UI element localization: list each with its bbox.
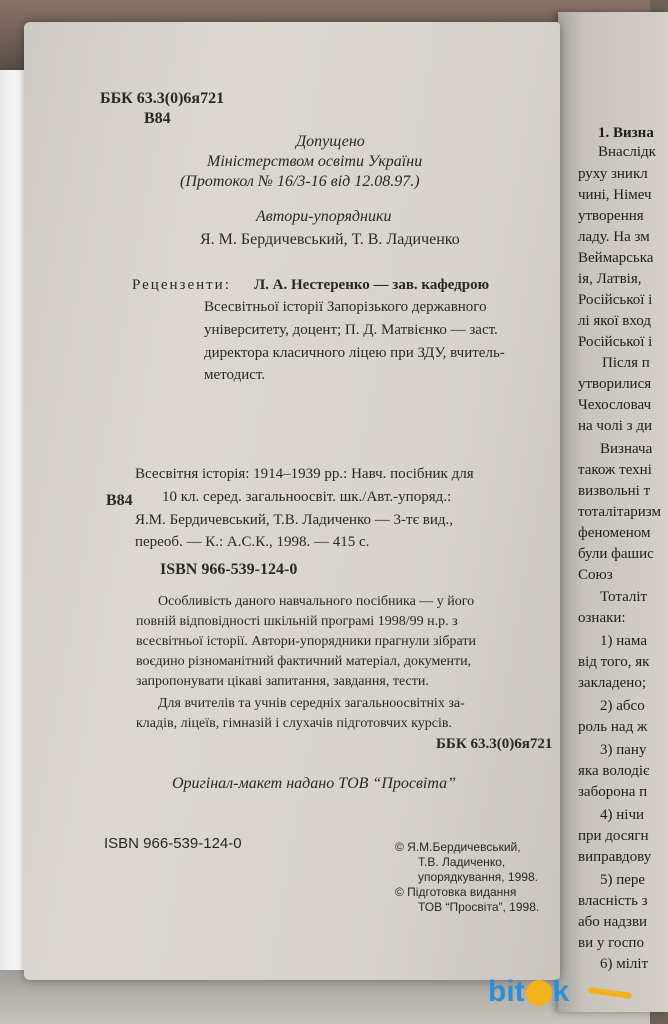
annotation-line-4: воєдино різноманітний фактичний матеріал, документи,	[136, 654, 472, 669]
right-page-line-19: тоталітаризм	[578, 504, 661, 520]
reviewers-line-4: директора класичного ліцею при ЗДУ, вчитель-	[204, 345, 505, 361]
annotation-line-1: Особливість даного навчального посібника — у його	[158, 594, 475, 609]
layout-note: Оригінал-макет надано ТОВ “Просвіта”	[172, 775, 457, 792]
right-page-line-13: утворилися	[578, 376, 652, 392]
right-page-line-28: 2) абсо	[600, 698, 645, 714]
right-page-line-2: Внаслідк	[598, 144, 656, 160]
right-page-line-8: ія, Латвія,	[578, 271, 642, 287]
annotation-line-6: Для вчителів та учнів середніх загальноосвітніх за-	[158, 696, 465, 711]
approval-line-3: (Протокол № 16/3-16 від 12.08.97.)	[180, 173, 420, 190]
right-page-line-22: Союз	[578, 567, 613, 583]
sun-icon	[526, 980, 552, 1006]
author-mark-top: В84	[144, 110, 171, 127]
bbk-code-bottom: ББК 63.3(0)6я721	[436, 736, 553, 752]
right-page-line-38: або надзви	[578, 914, 648, 930]
right-page-line-24: ознаки:	[578, 610, 626, 626]
reviewers-line-1: Л. А. Нестеренко — зав. кафедрою	[254, 277, 490, 293]
right-page-line-34: при досягн	[578, 828, 649, 844]
annotation-line-5: запропонувати цікаві запитання, завдання, тести.	[136, 674, 429, 689]
watermark-text-left: bit	[488, 975, 525, 1008]
right-page-line-25: 1) нама	[600, 633, 647, 649]
right-page-line-23: Тоталіт	[600, 589, 648, 605]
watermark-text-right: k	[552, 975, 570, 1008]
isbn-plain: ISBN 966-539-124-0	[104, 835, 242, 852]
right-page-line-20: феноменом	[578, 525, 651, 541]
right-page-line-11: Російської і	[578, 334, 653, 350]
right-page-line-30: 3) пану	[600, 742, 647, 758]
reviewers-line-5: методист.	[204, 367, 266, 383]
catalog-line-2: 10 кл. серед. загальноосвіт. шк./Авт.-упоряд.:	[162, 489, 452, 505]
right-page-line-36: 5) пере	[600, 872, 646, 888]
right-page-line-7: Веймарська	[578, 250, 654, 266]
right-page-line-12: Після п	[602, 355, 650, 371]
isbn-bold: ISBN 966-539-124-0	[160, 561, 298, 578]
right-page-line-6: ладу. На зм	[578, 229, 650, 245]
approval-line-2: Міністерством освіти України	[207, 153, 423, 170]
right-page-line-40: 6) міліт	[600, 956, 649, 972]
watermark-logo	[488, 970, 638, 1014]
catalog-line-3: Я.М. Бердичевський, Т.В. Ладиченко — 3-тє вид.,	[135, 512, 454, 528]
right-page-line-35: виправдову	[578, 849, 652, 865]
right-page-line-18: визвольні т	[578, 483, 651, 499]
right-page-line-10: лі якої вход	[578, 313, 651, 329]
swoosh-icon	[588, 987, 632, 999]
reviewers-label: Рецензенти:	[132, 277, 231, 293]
right-page-line-37: власність з	[578, 893, 648, 909]
copyright-line-4: © Підготовка видання	[395, 885, 517, 899]
bbk-code-top: ББК 63.3(0)6я721	[100, 90, 225, 107]
right-page-line-4: чині, Німеч	[578, 187, 652, 203]
right-page-line-17: також техні	[578, 462, 652, 478]
right-page-line-39: ви у госпо	[578, 935, 644, 951]
copyright-line-3: упорядкування, 1998.	[418, 870, 538, 884]
right-page-line-32: заборона п	[578, 784, 648, 800]
annotation-line-7: кладів, ліцеїв, гімназій і слухачів підготовчих курсів.	[136, 716, 452, 731]
annotation-line-3: всесвітньої історії. Автори-упорядники прагнули зібрати	[136, 634, 476, 649]
right-page-line-31: яка володіє	[578, 763, 650, 779]
right-page-line-1: 1. Визна	[598, 125, 654, 141]
right-page-line-16: Визнача	[600, 441, 653, 457]
reviewers-line-3: університету, доцент; П. Д. Матвієнко — заст.	[204, 322, 498, 338]
authors-names: Я. М. Бердичевський, Т. В. Ладиченко	[200, 231, 460, 248]
catalog-author-mark: В84	[106, 492, 133, 509]
right-page-line-26: від того, як	[578, 654, 650, 670]
right-page-line-9: Російської і	[578, 292, 653, 308]
approval-line-1: Допущено	[296, 133, 365, 150]
right-page-line-3: руху зникл	[578, 166, 648, 182]
catalog-line-4: переоб. — К.: А.С.К., 1998. — 415 с.	[135, 534, 370, 550]
copyright-line-5: ТОВ “Просвіта”, 1998.	[418, 900, 540, 914]
right-page-line-15: на чолі з ди	[578, 418, 653, 434]
right-page-line-21: були фашис	[578, 546, 654, 562]
catalog-line-1: Всесвітня історія: 1914–1939 рр.: Навч. посібник для	[135, 466, 474, 482]
right-page-line-29: роль над ж	[578, 719, 648, 735]
copyright-line-1: © Я.М.Бердичевський,	[395, 840, 521, 854]
right-page-line-5: утворення	[578, 208, 644, 224]
annotation-line-2: повній відповідності шкільній програмі 1998/99 н.р. з	[136, 614, 458, 629]
authors-label: Автори-упорядники	[256, 208, 392, 225]
copyright-line-2: Т.В. Ладиченко,	[418, 855, 506, 869]
right-page-line-27: закладено;	[578, 675, 646, 691]
right-page-line-33: 4) нічи	[600, 807, 645, 823]
right-page-line-14: Чехословач	[578, 397, 652, 413]
reviewers-line-2: Всесвітньої історії Запорізького державного	[204, 299, 487, 315]
